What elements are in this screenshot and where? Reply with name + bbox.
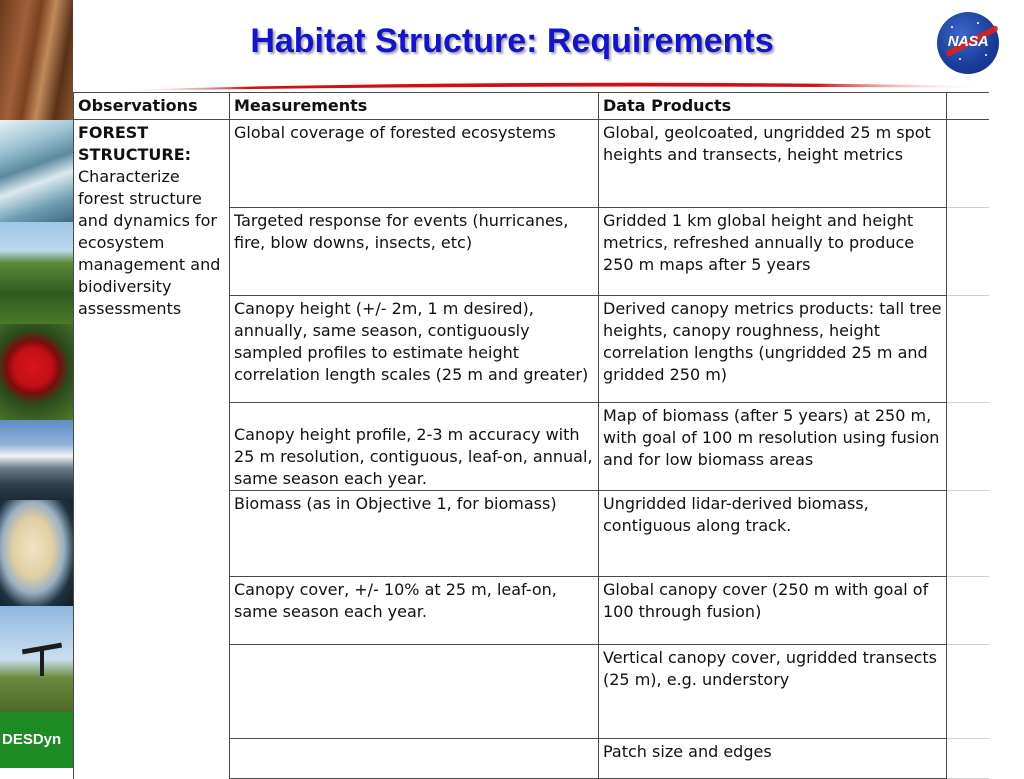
oil-pump-photo <box>0 606 73 712</box>
product-cell: Map of biomass (after 5 years) at 250 m, with goal of 100 m resolution using fusion and for low biomass areas <box>599 403 947 491</box>
measurement-cell <box>230 739 599 779</box>
measurement-cell: Canopy height profile, 2-3 m accuracy with 25 m resolution, contiguous, leaf-on, annual, same season each year. <box>230 403 599 491</box>
product-cell: Patch size and edges <box>599 739 947 779</box>
table-row <box>74 120 989 208</box>
requirements-table <box>73 92 989 779</box>
header-measurements: Measurements <box>230 93 599 120</box>
nasa-logo-text: NASA <box>947 33 989 50</box>
page-title: Habitat Structure: Requirements <box>250 22 774 60</box>
product-cell: Vertical canopy cover, ugridded transects (25 m), e.g. understory <box>599 645 947 739</box>
product-cell: Global, geolcoated, ungridded 25 m spot heights and transects, height metrics <box>599 120 947 208</box>
title-swoosh <box>118 80 988 92</box>
mountain-photo <box>0 420 73 500</box>
measurement-cell: Global coverage of forested ecosystems <box>230 120 599 208</box>
photo-strip <box>0 0 73 768</box>
measurement-cell: Canopy height (+/- 2m, 1 m desired), annually, same season, contiguously sampled profiles to estimate height correlation length scales (25 m and greater) <box>230 296 599 403</box>
nasa-logo <box>937 12 999 74</box>
cardinal-photo <box>0 324 73 420</box>
forest-photo <box>0 222 73 324</box>
product-cell: Global canopy cover (250 m with goal of 100 through fusion) <box>599 577 947 645</box>
table-header-row <box>74 93 989 120</box>
product-cell: Gridded 1 km global height and height metrics, refreshed annually to produce 250 m maps after 5 years <box>599 208 947 296</box>
polar-bear-photo <box>0 500 73 606</box>
header-data-products: Data Products <box>599 93 947 120</box>
observation-text: Characterize forest structure and dynamics for ecosystem management and biodiversity assessments <box>78 167 221 318</box>
header-observations: Observations <box>74 93 230 120</box>
measurement-cell: Canopy cover, +/- 10% at 25 m, leaf-on, same season each year. <box>230 577 599 645</box>
measurement-cell: Targeted response for events (hurricanes, fire, blow downs, insects, etc) <box>230 208 599 296</box>
empty-column-cell <box>947 93 989 120</box>
observation-heading: FOREST STRUCTURE: <box>78 123 192 164</box>
measurement-cell: Biomass (as in Objective 1, for biomass) <box>230 491 599 577</box>
product-cell: Ungridded lidar-derived biomass, contiguous along track. <box>599 491 947 577</box>
pump-jack-icon <box>22 638 62 674</box>
measurement-cell <box>230 645 599 739</box>
brand-label: DESDyn <box>0 712 73 768</box>
ice-photo <box>0 120 73 222</box>
product-cell: Derived canopy metrics products: tall tree heights, canopy roughness, height correlation lengths (ungridded 25 m and gridded 250 m) <box>599 296 947 403</box>
observation-cell <box>74 120 230 779</box>
